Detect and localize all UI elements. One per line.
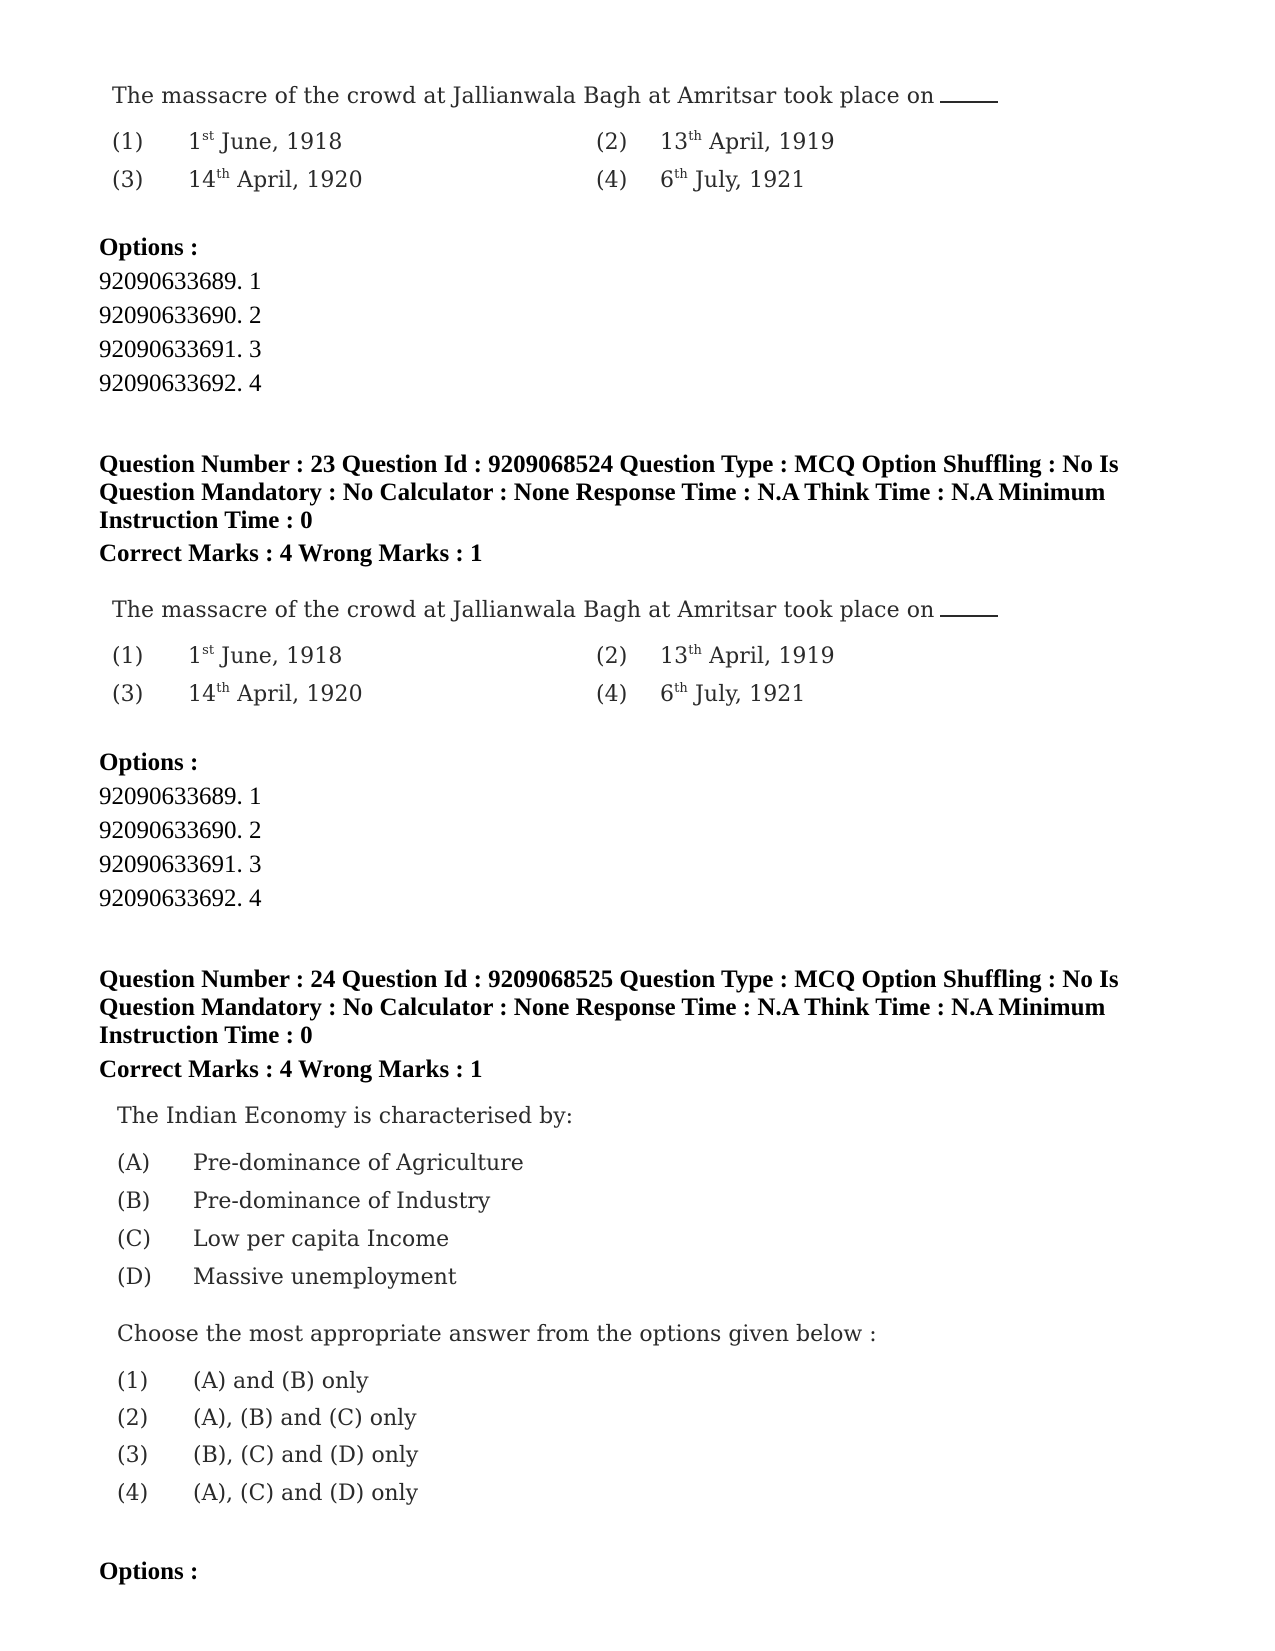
answer-text: (A), (C) and (D) only	[193, 1481, 419, 1506]
choice-number: (1)	[112, 130, 144, 155]
question-meta	[99, 966, 1209, 1050]
choice-text: 13th April, 1919	[660, 643, 835, 669]
answer-text: (B), (C) and (D) only	[193, 1443, 419, 1468]
choice-number: (3)	[112, 682, 144, 707]
option-id: 92090633690. 2	[99, 817, 262, 844]
choice-number: (4)	[596, 168, 628, 193]
question-text: The Indian Economy is characterised by:	[117, 1104, 574, 1129]
question-image-23	[112, 598, 962, 718]
meta-line: Question Mandatory : No Calculator : None Response Time : N.A Think Time : N.A Minimum	[99, 479, 1106, 506]
choice-text: 13th April, 1919	[660, 129, 835, 155]
meta-line: Question Number : 24 Question Id : 9209068525 Question Type : MCQ Option Shuffling : No Is	[99, 966, 1119, 993]
meta-line: Instruction Time : 0	[99, 1022, 313, 1049]
choice-number: (2)	[596, 644, 628, 669]
question-text: The massacre of the crowd at Jallianwala Bagh at Amritsar took place on	[112, 598, 998, 623]
statement-text: Massive unemployment	[193, 1265, 457, 1290]
options-heading: Options :	[99, 749, 199, 776]
option-id: 92090633692. 4	[99, 370, 262, 397]
question-text: The massacre of the crowd at Jallianwala Bagh at Amritsar took place on	[112, 84, 998, 109]
marks-line: Correct Marks : 4 Wrong Marks : 1	[99, 540, 483, 567]
answer-label: (1)	[117, 1369, 149, 1394]
answer-blank	[940, 601, 998, 617]
option-id: 92090633689. 1	[99, 783, 262, 810]
marks-line: Correct Marks : 4 Wrong Marks : 1	[99, 1056, 483, 1083]
answer-label: (4)	[117, 1481, 149, 1506]
choice-text: 1st June, 1918	[188, 643, 343, 669]
answer-label: (3)	[117, 1443, 149, 1468]
instruction-text: Choose the most appropriate answer from the options given below :	[117, 1322, 877, 1347]
statement-label: (B)	[117, 1189, 151, 1214]
choice-number: (3)	[112, 168, 144, 193]
choice-text: 6th July, 1921	[660, 167, 806, 193]
option-id: 92090633689. 1	[99, 268, 262, 295]
question-image-1	[112, 84, 962, 204]
option-id: 92090633692. 4	[99, 885, 262, 912]
options-heading: Options :	[99, 1558, 199, 1585]
meta-line: Question Mandatory : No Calculator : None Response Time : N.A Think Time : N.A Minimum	[99, 994, 1106, 1021]
statement-text: Pre-dominance of Industry	[193, 1189, 491, 1214]
choice-text: 1st June, 1918	[188, 129, 343, 155]
statement-label: (A)	[117, 1151, 151, 1176]
answer-label: (2)	[117, 1406, 149, 1431]
answer-blank	[940, 87, 998, 103]
answer-text: (A) and (B) only	[193, 1369, 369, 1394]
choice-number: (1)	[112, 644, 144, 669]
option-id: 92090633691. 3	[99, 851, 262, 878]
statement-label: (C)	[117, 1227, 151, 1252]
statement-text: Pre-dominance of Agriculture	[193, 1151, 524, 1176]
choice-number: (2)	[596, 130, 628, 155]
choice-text: 14th April, 1920	[188, 167, 363, 193]
choice-text: 14th April, 1920	[188, 681, 363, 707]
option-id: 92090633690. 2	[99, 302, 262, 329]
meta-line: Question Number : 23 Question Id : 9209068524 Question Type : MCQ Option Shuffling : No Is	[99, 451, 1119, 478]
choice-number: (4)	[596, 682, 628, 707]
statement-label: (D)	[117, 1265, 152, 1290]
options-heading: Options :	[99, 234, 199, 261]
answer-text: (A), (B) and (C) only	[193, 1406, 417, 1431]
choice-text: 6th July, 1921	[660, 681, 806, 707]
option-id: 92090633691. 3	[99, 336, 262, 363]
statement-text: Low per capita Income	[193, 1227, 450, 1252]
question-meta	[99, 451, 1209, 535]
meta-line: Instruction Time : 0	[99, 507, 313, 534]
